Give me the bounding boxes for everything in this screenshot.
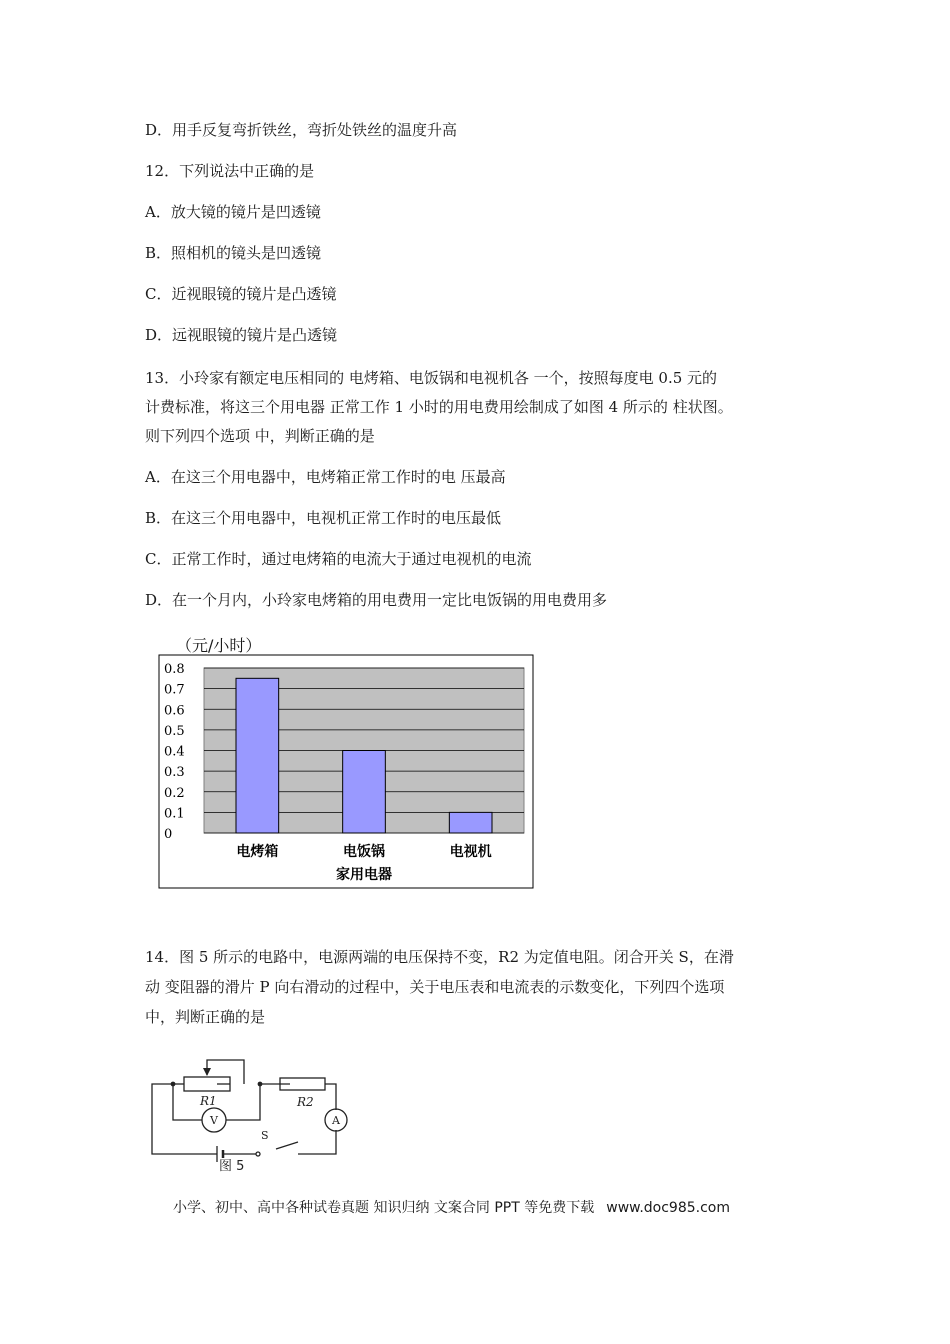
- x-tick-labels: [236, 843, 491, 860]
- circuit-diagram: [148, 1050, 358, 1175]
- switch-label: S: [261, 1129, 269, 1142]
- text-line: C．正常工作时，通过电烤箱的电流大于通过电视机的电流: [145, 550, 532, 568]
- y-tick-labels: [164, 662, 185, 842]
- slider-arrow-icon: [203, 1068, 211, 1076]
- bar-0: [236, 678, 279, 833]
- r2-label: R2: [297, 1095, 314, 1109]
- y-tick-label: 0.5: [164, 723, 185, 739]
- text-line: 12．下列说法中正确的是: [145, 162, 315, 180]
- voltmeter-label: V: [210, 1114, 218, 1127]
- junction-right: [258, 1082, 263, 1087]
- wire-right-upper: [325, 1084, 336, 1110]
- text-line: A．放大镜的镜片是凹透镜: [145, 203, 321, 221]
- electricity-cost-bar-chart: [158, 654, 534, 890]
- text-line: 则下列四个选项 中，判断正确的是: [145, 427, 375, 445]
- y-tick-label: 0.7: [164, 682, 185, 698]
- bar-2: [449, 812, 492, 833]
- bar-1: [343, 751, 386, 834]
- x-tick-label: 电视机: [449, 844, 492, 860]
- text-line: D．用手反复弯折铁丝，弯折处铁丝的温度升高: [145, 121, 458, 139]
- r1-label: R1: [200, 1094, 217, 1108]
- voltmeter-wire-left: [173, 1084, 202, 1120]
- x-tick-label: 电烤箱: [236, 844, 279, 860]
- text-line: B．在这三个用电器中，电视机正常工作时的电压最低: [145, 509, 502, 527]
- text-line: 计费标准，将这三个用电器 正常工作 1 小时的用电费用绘制成了如图 4 所示的 柱状图。: [145, 398, 733, 416]
- page-footer: [173, 1197, 730, 1217]
- text-line: 中，判断正确的是: [145, 1008, 266, 1026]
- text-line: 13．小玲家有额定电压相同的 电烤箱、电饭锅和电视机各 一个，按照每度电 0.5 元的: [145, 369, 718, 387]
- ammeter-label: A: [332, 1114, 340, 1127]
- text-line: D．在一个月内，小玲家电烤箱的用电费用一定比电饭锅的用电费用多: [145, 591, 608, 609]
- footer-url: www.doc985.com: [606, 1200, 730, 1216]
- y-tick-label: 0.8: [164, 662, 185, 677]
- y-tick-label: 0.3: [164, 765, 185, 781]
- chart-y-axis-label: （元/小时）: [176, 636, 262, 655]
- text-line: C．近视眼镜的镜片是凸透镜: [145, 285, 337, 303]
- slider-wire: [207, 1060, 244, 1084]
- chart-x-axis-label: 家用电器: [336, 867, 392, 883]
- text-line: 14．图 5 所示的电路中，电源两端的电压保持不变，R2 为定值电阻。闭合开关 S，在滑: [145, 948, 734, 966]
- text-line: B．照相机的镜头是凹透镜: [145, 244, 322, 262]
- x-tick-label: 电饭锅: [343, 844, 385, 860]
- y-tick-label: 0.2: [164, 785, 185, 801]
- switch-blade: [276, 1142, 298, 1149]
- y-tick-label: 0.6: [164, 703, 185, 719]
- y-tick-label: 0.1: [164, 806, 185, 822]
- figure-caption: 图 5: [219, 1159, 245, 1174]
- footer-text: 小学、初中、高中各种试卷真题 知识归纳 文案合同 PPT 等免费下载: [173, 1200, 595, 1216]
- text-line: D．远视眼镜的镜片是凸透镜: [145, 326, 338, 344]
- voltmeter-wire-right: [226, 1084, 260, 1120]
- text-line: 动 变阻器的滑片 P 向右滑动的过程中，关于电压表和电流表的示数变化，下列四个选项: [145, 978, 725, 996]
- wire-right-lower: [298, 1130, 336, 1154]
- y-tick-label: 0: [164, 827, 173, 842]
- junction-left: [171, 1082, 176, 1087]
- y-tick-label: 0.4: [164, 744, 185, 760]
- text-line: A．在这三个用电器中，电烤箱正常工作时的电 压最高: [145, 468, 506, 486]
- switch-contact-left: [256, 1152, 260, 1156]
